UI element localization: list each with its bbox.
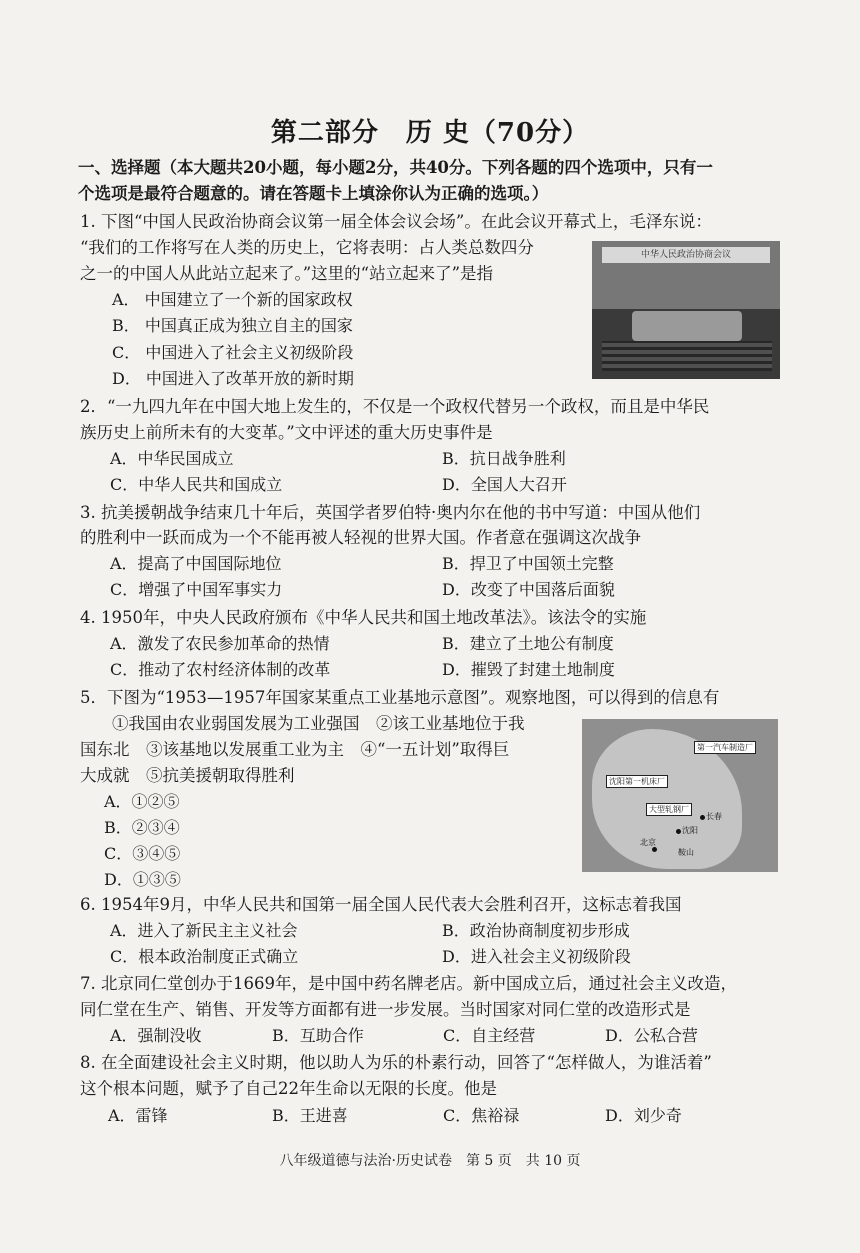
map-city-beijing: 北京 bbox=[640, 838, 656, 847]
q1-stem-line2: “我们的工作将写在人类的历史上，它将表明：占人类总数四分 bbox=[80, 238, 534, 257]
section-heading-line1: 一、选择题（本大题共20小题，每小题2分，共40分。下列各题的四个选项中，只有一 bbox=[78, 158, 713, 177]
q6-option-b: B．政治协商制度初步形成 bbox=[442, 921, 630, 940]
q8-option-b: B．王进喜 bbox=[272, 1106, 348, 1125]
cppcc-meeting-photo bbox=[592, 241, 780, 379]
q3-stem-line1: 3. 抗美援朝战争结束几十年后，英国学者罗伯特·奥内尔在他的书中写道：中国从他们 bbox=[80, 503, 701, 522]
part-title: 第二部分 历 史（70分） bbox=[270, 118, 590, 148]
q2-option-d: D．全国人大召开 bbox=[442, 475, 567, 494]
q8-option-d: D．刘少奇 bbox=[605, 1106, 682, 1125]
q7-option-d: D．公私合营 bbox=[605, 1026, 698, 1045]
q2-option-a: A．中华民国成立 bbox=[110, 449, 234, 468]
q6-stem-line1: 6. 1954年9月，中华人民共和国第一届全国人民代表大会胜利召开，这标志着我国 bbox=[80, 895, 682, 914]
map-label-factory3: 大型轧钢厂 bbox=[646, 803, 692, 816]
q4-option-a: A．激发了农民参加革命的热情 bbox=[110, 634, 330, 653]
q2-stem-line2: 族历史上前所未有的大变革。”文中评述的重大历史事件是 bbox=[80, 423, 493, 442]
q4-option-b: B．建立了土地公有制度 bbox=[442, 634, 614, 653]
q3-option-b: B．捍卫了中国领土完整 bbox=[442, 554, 614, 573]
map-label-factory1: 第一汽车制造厂 bbox=[694, 741, 756, 754]
q2-stem-line1: 2．“一九四九年在中国大地上发生的，不仅是一个政权代替另一个政权，而且是中华民 bbox=[80, 397, 710, 416]
q7-option-c: C．自主经营 bbox=[443, 1026, 536, 1045]
q7-option-b: B．互助合作 bbox=[272, 1026, 364, 1045]
q1-stem-line3: 之一的中国人从此站立起来了。”这里的“站立起来了”是指 bbox=[80, 264, 494, 283]
q3-stem-line2: 的胜利中一跃而成为一个不能再被人轻视的世界大国。作者意在强调这次战争 bbox=[80, 528, 641, 547]
q4-stem-line1: 4. 1950年，中央人民政府颁布《中华人民共和国土地改革法》。该法令的实施 bbox=[80, 608, 647, 627]
photo-banner: 中华人民政治协商会议 bbox=[602, 247, 770, 263]
q5-option-d: D．①③⑤ bbox=[104, 870, 181, 889]
q7-stem-line2: 同仁堂在生产、销售、开发等方面都有进一步发展。当时国家对同仁堂的改造形式是 bbox=[80, 1000, 691, 1019]
map-city-changchun: 长春 bbox=[706, 812, 722, 821]
q6-option-a: A．进入了新民主主义社会 bbox=[110, 921, 298, 940]
q8-stem-line1: 8. 在全面建设社会主义时期，他以助人为乐的朴素行动，回答了“怎样做人，为谁活着” bbox=[80, 1053, 712, 1072]
q5-stem-line4: 大成就 ⑤抗美援朝取得胜利 bbox=[80, 766, 295, 785]
q1-option-d: D． 中国进入了改革开放的新时期 bbox=[112, 369, 354, 388]
q5-option-a: A．①②⑤ bbox=[104, 792, 180, 811]
map-city-anshan: 鞍山 bbox=[678, 848, 694, 857]
q2-option-b: B．抗日战争胜利 bbox=[442, 449, 566, 468]
q8-option-c: C．焦裕禄 bbox=[443, 1106, 520, 1125]
q7-option-a: A．强制没收 bbox=[110, 1026, 202, 1045]
q1-option-b: B． 中国真正成为独立自主的国家 bbox=[112, 316, 353, 335]
q1-option-a: A． 中国建立了一个新的国家政权 bbox=[112, 290, 353, 309]
q5-stem-line3: 国东北 ③该基地以发展重工业为主 ④“一五计划”取得巨 bbox=[80, 740, 510, 759]
q8-option-a: A．雷锋 bbox=[108, 1106, 168, 1125]
q3-option-c: C．增强了中国军事实力 bbox=[110, 580, 283, 599]
q4-option-c: C．推动了农村经济体制的改革 bbox=[110, 660, 331, 679]
q5-stem-line2: ①我国由农业弱国发展为工业强国 ②该工业基地位于我 bbox=[112, 714, 525, 733]
q7-stem-line1: 7. 北京同仁堂创办于1669年，是中国中药名牌老店。新中国成立后，通过社会主义改造， bbox=[80, 974, 737, 993]
q2-option-c: C．中华人民共和国成立 bbox=[110, 475, 283, 494]
q5-option-b: B．②③④ bbox=[104, 818, 180, 837]
section-heading-line2: 个选项是最符合题意的。请在答题卡上填涂你认为正确的选项。） bbox=[78, 184, 549, 203]
q3-option-d: D．改变了中国落后面貌 bbox=[442, 580, 615, 599]
map-label-factory2: 沈阳第一机床厂 bbox=[606, 775, 668, 788]
q4-option-d: D．摧毁了封建土地制度 bbox=[442, 660, 615, 679]
q6-option-d: D．进入社会主义初级阶段 bbox=[442, 947, 631, 966]
page-footer: 八年级道德与法治·历史试卷 第 5 页 共 10 页 bbox=[279, 1153, 581, 1169]
q3-option-a: A．提高了中国国际地位 bbox=[110, 554, 282, 573]
q1-stem-line1: 1. 下图“中国人民政治协商会议第一届全体会议会场”。在此会议开幕式上，毛泽东说： bbox=[80, 212, 712, 231]
q5-stem-line1: 5．下图为“1953—1957年国家某重点工业基地示意图”。观察地图，可以得到的信息有 bbox=[80, 688, 720, 707]
q6-option-c: C．根本政治制度正式确立 bbox=[110, 947, 299, 966]
q5-option-c: C．③④⑤ bbox=[104, 844, 181, 863]
q1-option-c: C． 中国进入了社会主义初级阶段 bbox=[112, 343, 354, 362]
q8-stem-line2: 这个根本问题，赋予了自己22年生命以无限的长度。他是 bbox=[80, 1079, 497, 1098]
map-city-shenyang: 沈阳 bbox=[682, 826, 698, 835]
industrial-base-map bbox=[582, 719, 778, 872]
